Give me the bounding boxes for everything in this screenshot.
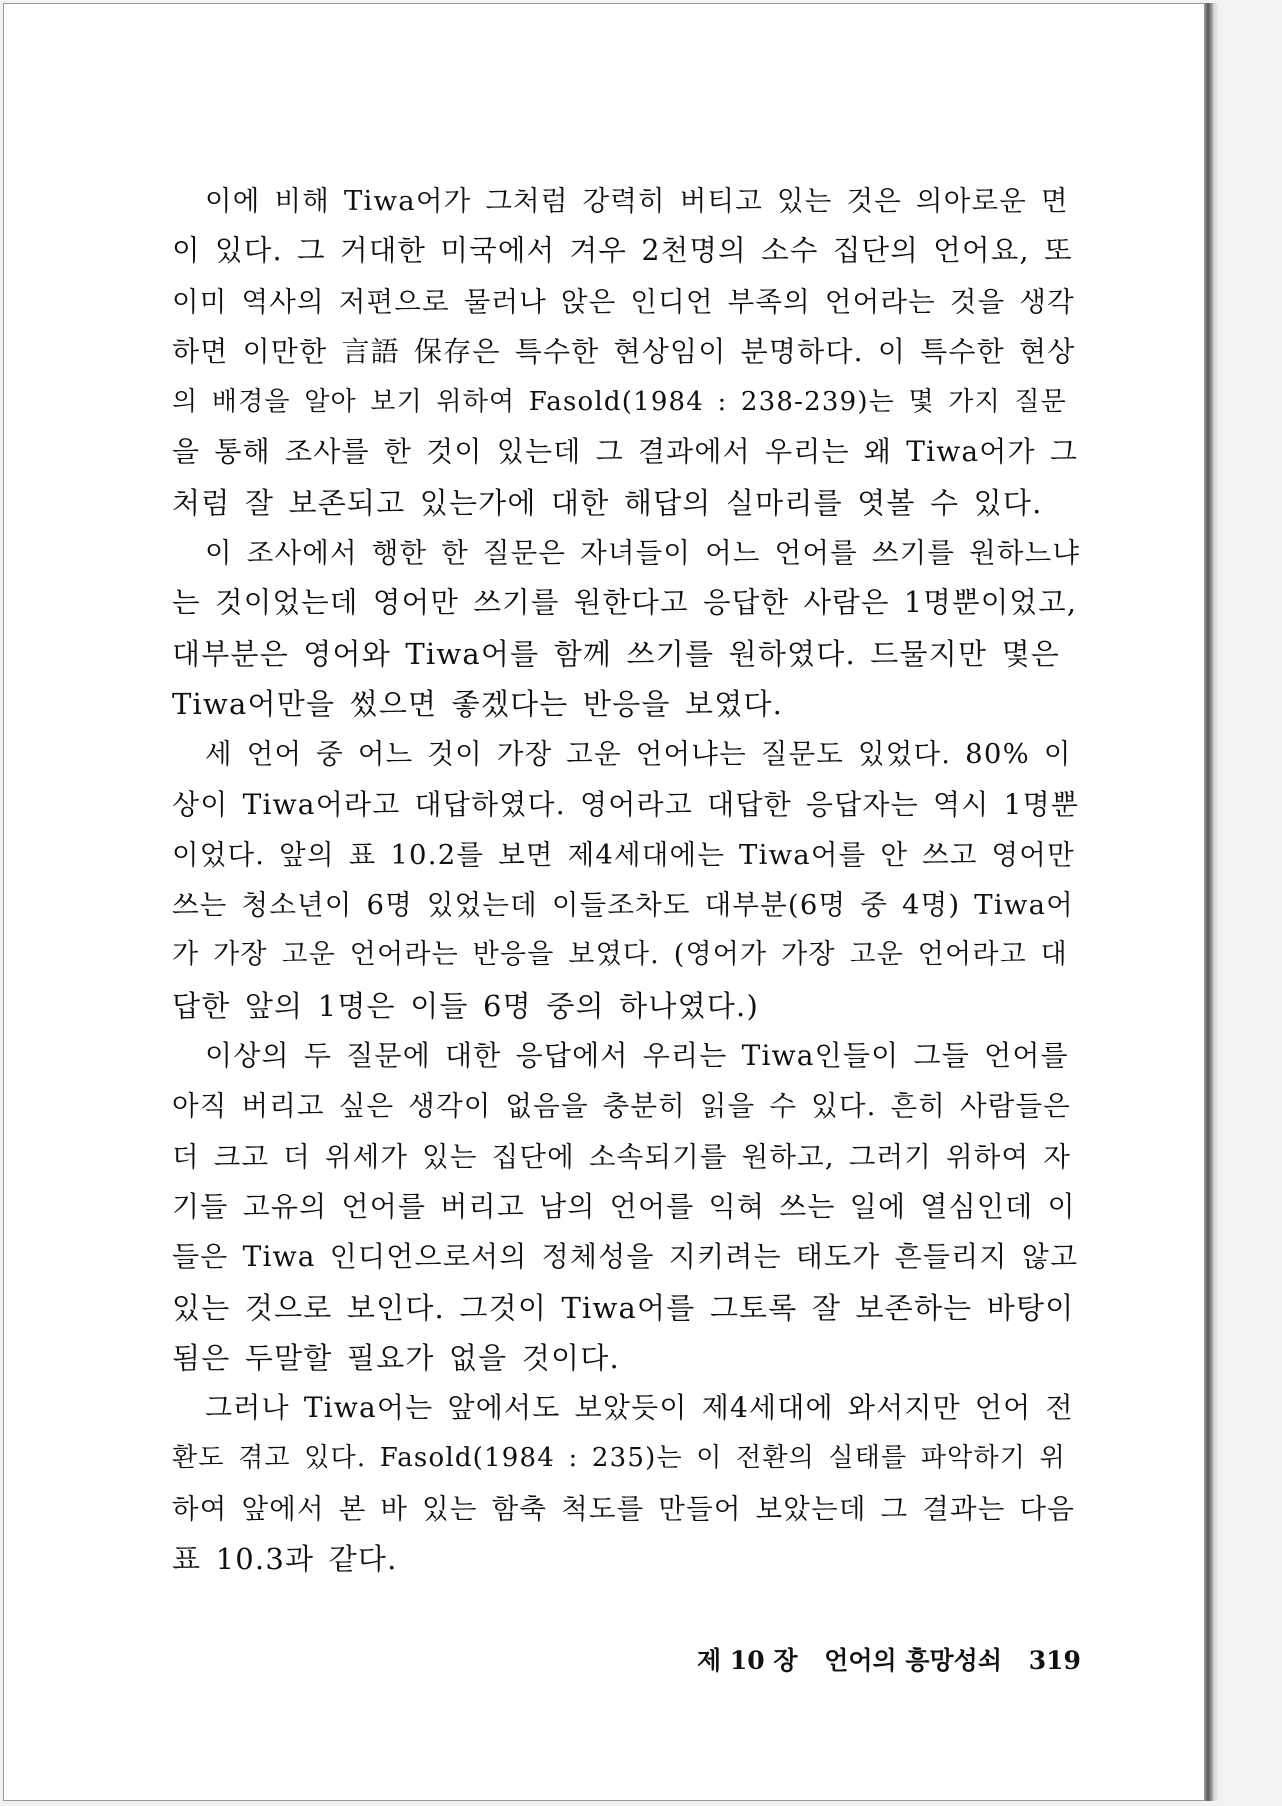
text-line: 있는 것으로 보인다. 그것이 Tiwa어를 그토록 잘 보존하는 바탕이 — [172, 1290, 1075, 1325]
text-line: 더 크고 더 위세가 있는 집단에 소속되기를 원하고, 그러기 위하여 자 — [172, 1140, 1072, 1173]
text-line: Tiwa어만을 썼으면 좋겠다는 반응을 보였다. — [172, 686, 784, 721]
text-line: 대부분은 영어와 Tiwa어를 함께 쓰기를 원하였다. 드물지만 몇은 — [172, 636, 1061, 671]
text-line: 쓰는 청소년이 6명 있었는데 이들조차도 대부분(6명 중 4명) Tiwa어 — [172, 889, 1074, 922]
running-footer — [697, 1641, 1081, 1677]
body-text — [172, 176, 1080, 1584]
text-line: 이에 비해 Tiwa어가 그처럼 강력히 버티고 있는 것은 의아로운 면 — [205, 185, 1069, 217]
paragraph-4 — [172, 1031, 1080, 1383]
text-line: 이미 역사의 저편으로 물러나 앉은 인디언 부족의 언어라는 것을 생각 — [172, 285, 1075, 318]
text-line: 그러나 Tiwa어는 앞에서도 보았듯이 제4세대에 와서지만 언어 전 — [205, 1391, 1074, 1425]
text-line: 기들 고유의 언어를 버리고 남의 언어를 익혀 쓰는 일에 열심인데 이 — [172, 1189, 1076, 1223]
book-page — [3, 3, 1205, 1801]
text-line: 아직 버리고 싶은 생각이 없음을 충분히 읽을 수 있다. 흔히 사람들은 — [172, 1090, 1072, 1123]
chapter-title: 언어의 흥망성쇠 — [824, 1646, 1002, 1675]
text-line: 을 통해 조사를 한 것이 있는데 그 결과에서 우리는 왜 Tiwa어가 그 — [172, 435, 1079, 469]
text-line: 환도 겪고 있다. Fasold(1984 : 235)는 이 전환의 실태를 파악하기 위 — [172, 1443, 1066, 1474]
text-line: 하여 앞에서 본 바 있는 함축 척도를 만들어 보았는데 그 결과는 다음 — [172, 1492, 1076, 1525]
text-line: 상이 Tiwa어라고 대답하였다. 영어라고 대답한 응답자는 역시 1명뿐 — [172, 787, 1080, 821]
text-line: 됨은 두말할 필요가 없을 것이다. — [172, 1340, 620, 1375]
text-line: 하면 이만한 言語 保存은 특수한 현상임이 분명하다. 이 특수한 현상 — [172, 334, 1076, 368]
text-line: 처럼 잘 보존되고 있는가에 대한 해답의 실마리를 엿볼 수 있다. — [172, 485, 1043, 520]
text-line: 들은 Tiwa 인디언으로서의 정체성을 지키려는 태도가 흔들리지 않고 — [172, 1240, 1079, 1274]
paragraph-2 — [172, 528, 1080, 729]
page-edge — [1205, 3, 1213, 1801]
text-line: 가 가장 고운 언어라는 반응을 보였다. (영어가 가장 고운 언어라고 대 — [172, 939, 1068, 971]
text-line: 세 언어 중 어느 것이 가장 고운 언어냐는 질문도 있었다. 80% 이 — [205, 738, 1072, 771]
text-line: 는 것이었는데 영어만 쓰기를 원한다고 응답한 사람은 1명뿐이었고, — [172, 586, 1078, 620]
chapter-label: 제 10 장 — [697, 1646, 798, 1675]
text-line: 이 있다. 그 거대한 미국에서 겨우 2천명의 소수 집단의 언어요, 또 — [172, 234, 1073, 268]
paragraph-1 — [172, 176, 1080, 528]
text-line: 답한 앞의 1명은 이들 6명 중의 하나였다.) — [172, 988, 759, 1023]
text-line: 이상의 두 질문에 대한 응답에서 우리는 Tiwa인들이 그들 언어를 — [205, 1039, 1069, 1073]
page-number: 319 — [1028, 1646, 1081, 1675]
text-line: 의 배경을 알아 보기 위하여 Fasold(1984 : 238-239)는 몇 가지 질문 — [172, 387, 1068, 418]
text-line: 이 조사에서 행한 한 질문은 자녀들이 어느 언어를 쓰기를 원하느냐 — [205, 537, 1081, 570]
text-line: 표 10.3과 같다. — [172, 1542, 398, 1577]
paragraph-3 — [172, 729, 1080, 1031]
text-line: 이었다. 앞의 표 10.2를 보면 제4세대에는 Tiwa어를 안 쓰고 영어만 — [172, 838, 1075, 871]
paragraph-5 — [172, 1383, 1080, 1584]
page-shadow — [1213, 3, 1219, 1801]
